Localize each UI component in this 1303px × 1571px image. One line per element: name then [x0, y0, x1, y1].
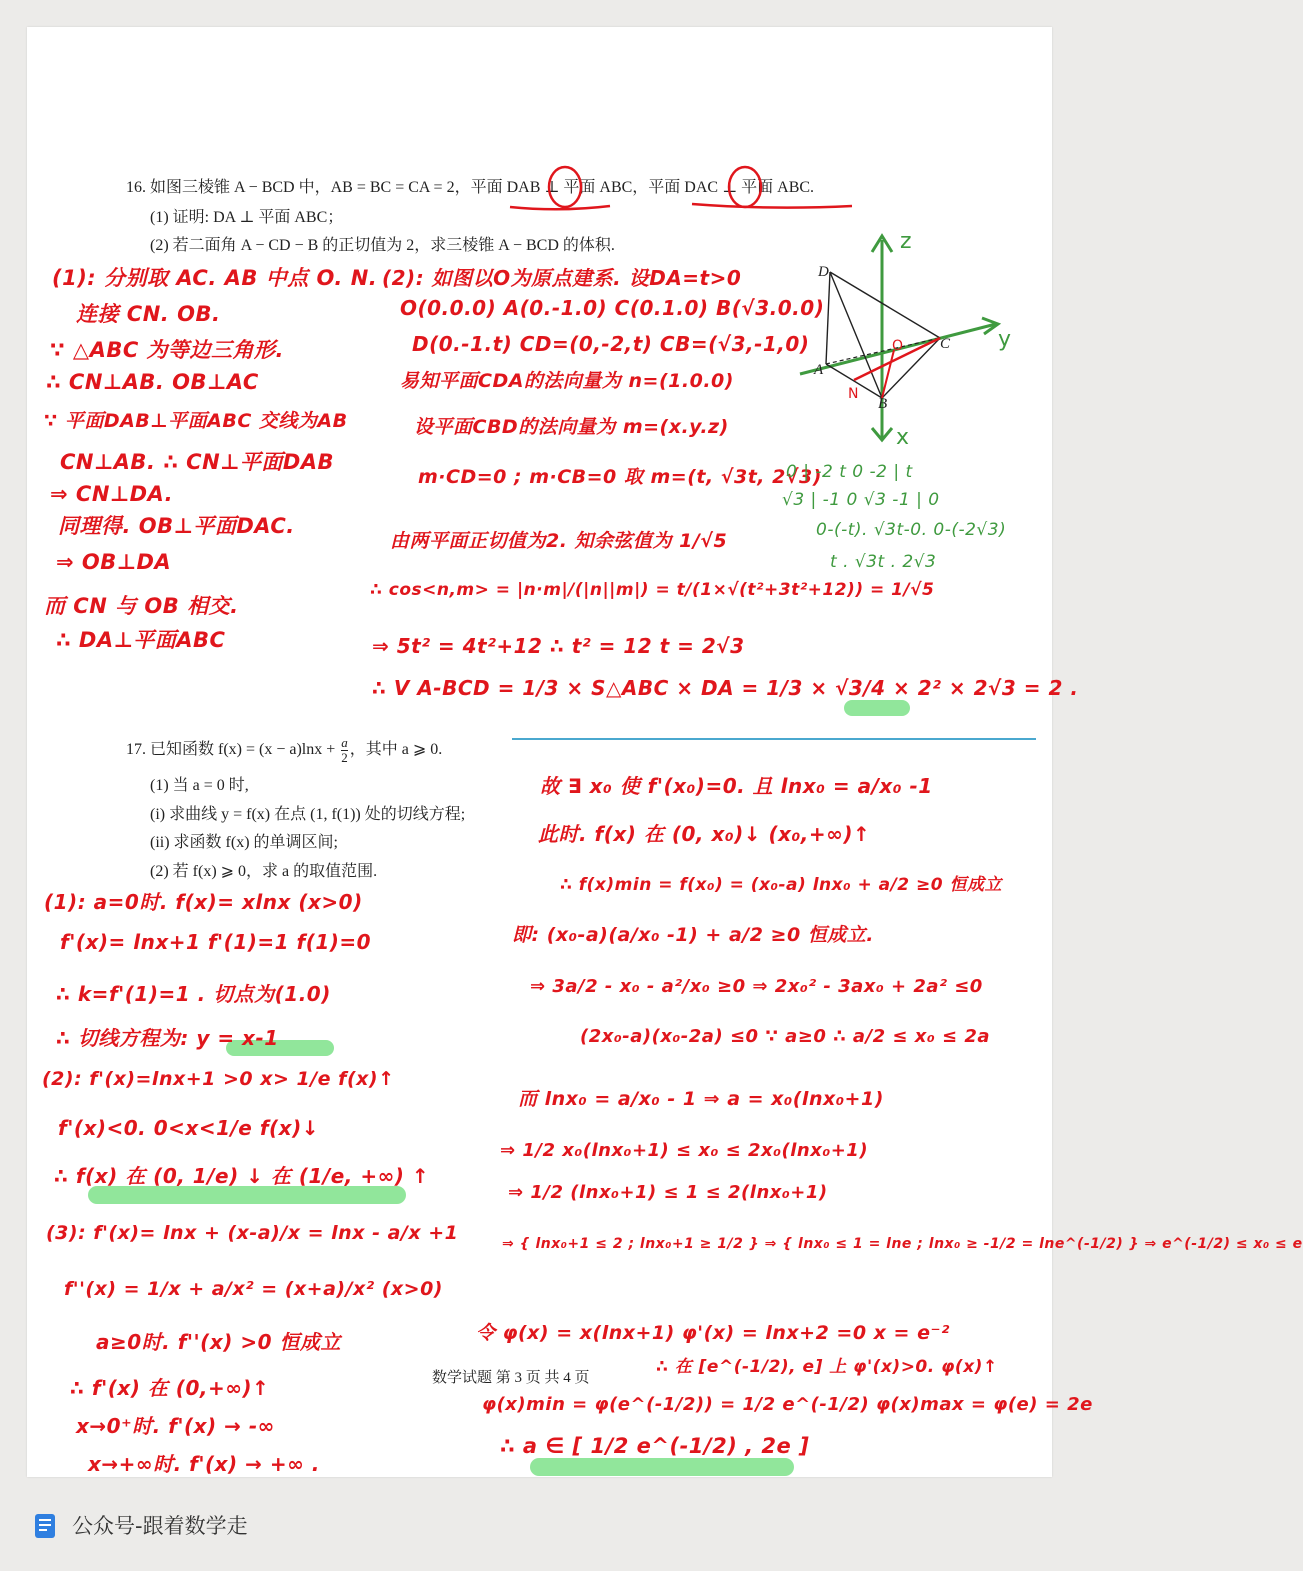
q16-left-line: (1): 分别取 AC. AB 中点 O. N. [52, 266, 378, 290]
vertex-label-B: B [878, 396, 888, 412]
q17-right-line: (2x₀-a)(x₀-2a) ≤0 ∵ a≥0 ∴ a/2 ≤ x₀ ≤ 2a [580, 1026, 991, 1047]
point-label-O: O [892, 338, 904, 354]
q16-left-line: 连接 CN. OB. [76, 302, 221, 326]
q17-left-line: (2): f'(x)=lnx+1 >0 x> 1/e f(x)↑ [42, 1068, 395, 1090]
q16-right-line: ∴ V A-BCD = 1/3 × S△ABC × DA = 1/3 × √3/4 × 2² × 2√3 = 2 . [372, 676, 1079, 700]
q17-stem-text: 17. 已知函数 f(x) = (x − a)lnx + [126, 741, 340, 759]
q17-right-line: 此时. f(x) 在 (0, x₀)↓ (x₀,+∞)↑ [538, 822, 871, 846]
q16-part2: (2) 若二面角 A − CD − B 的正切值为 2，求三棱锥 A − BCD 的体积. [150, 237, 615, 254]
green-line: 0-(-t). √3t-0. 0-(-2√3) [816, 520, 1007, 540]
q17-part1i: (i) 求曲线 y = f(x) 在点 (1, f(1)) 处的切线方程; [150, 806, 466, 823]
q17-right-line: φ(x)min = φ(e^(-1/2)) = 1/2 e^(-1/2) φ(x)max = φ(e) = 2e [482, 1394, 1093, 1415]
q16-left-line: ∵ 平面DAB⊥平面ABC 交线为AB [44, 410, 348, 432]
q16-left-line: 而 CN 与 OB 相交. [44, 594, 239, 618]
account-name[interactable]: 公众号-跟着数学走 [72, 1514, 248, 1538]
divider-line [512, 738, 1036, 740]
fraction [341, 736, 348, 765]
q17-right-line: ∴ f(x)min = f(x₀) = (x₀-a) lnx₀ + a/2 ≥0 恒成立 [560, 875, 1003, 895]
highlight [844, 700, 910, 716]
q17-left-line: (3): f'(x)= lnx + (x-a)/x = lnx - a/x +1 [46, 1222, 459, 1244]
q16-right-line: (2): 如图以O为原点建系. 设DA=t>0 [382, 266, 742, 290]
q16-stem: 16. 如图三棱锥 A − BCD 中，AB = BC = CA = 2，平面 DAB ⊥ 平面 ABC，平面 DAC ⊥ 平面 ABC. [126, 179, 815, 196]
q16-right-line: D(0.-1.t) CD=(0,-2,t) CB=(√3,-1,0) [412, 332, 810, 356]
green-line: t . √3t . 2√3 [830, 552, 937, 572]
axis-label-z: z [900, 229, 912, 254]
q17-left-line: x→0⁺时. f'(x) → -∞ [76, 1414, 275, 1438]
q17-right-line: ∴ 在 [e^(-1/2), e] 上 φ'(x)>0. φ(x)↑ [656, 1357, 998, 1377]
q16-left-line: ∴ DA⊥平面ABC [56, 628, 226, 652]
document-icon [34, 1513, 56, 1539]
vertex-label-A: A [814, 362, 824, 378]
q17-left-line: ∴ k=f'(1)=1 . 切点为(1.0) [56, 982, 331, 1006]
vertex-label-D: D [818, 264, 829, 280]
q17-left-line: (1): a=0时. f(x)= xlnx (x>0) [44, 890, 363, 914]
q17-right-line: 故 ∃ x₀ 使 f'(x₀)=0. 且 lnx₀ = a/x₀ -1 [540, 774, 933, 798]
q16-right-line: m·CD=0 ; m·CB=0 取 m=(t, √3t, 2√3) [418, 466, 822, 488]
q17-right-line: ⇒ 3a/2 - x₀ - a²/x₀ ≥0 ⇒ 2x₀² - 3ax₀ + 2a² ≤0 [530, 976, 983, 997]
highlight [530, 1458, 794, 1476]
q17-part2: (2) 若 f(x) ⩾ 0，求 a 的取值范围. [150, 863, 378, 880]
q17-right-line: ⇒ 1/2 x₀(lnx₀+1) ≤ x₀ ≤ 2x₀(lnx₀+1) [500, 1140, 869, 1161]
q17-right-line: 即: (x₀-a)(a/x₀ -1) + a/2 ≥0 恒成立. [512, 924, 875, 946]
point-label-N: N [848, 386, 859, 402]
axis-label-x: x [896, 425, 910, 450]
q17-left-line: ∴ f'(x) 在 (0,+∞)↑ [70, 1376, 270, 1400]
q17-stem [126, 736, 442, 765]
q17-right-line: ⇒ 1/2 (lnx₀+1) ≤ 1 ≤ 2(lnx₀+1) [508, 1182, 828, 1203]
q16-right-line: O(0.0.0) A(0.-1.0) C(0.1.0) B(√3.0.0) [400, 296, 825, 320]
q16-left-line: ∴ CN⊥AB. OB⊥AC [46, 370, 259, 394]
q16-right-line: ∴ cos<n,m> = |n·m|/(|n||m|) = t/(1×√(t²+3t²+12)) = 1/√5 [370, 580, 935, 600]
q17-left-line: ∴ 切线方程为: y = x-1 [56, 1026, 279, 1050]
stem-annotations [0, 0, 1080, 230]
q16-left-line: CN⊥AB. ∴ CN⊥平面DAB [60, 450, 335, 474]
q17-left-line: a≥0时. f''(x) >0 恒成立 [96, 1330, 341, 1354]
q17-part1: (1) 当 a = 0 时, [150, 777, 249, 794]
q16-part1: (1) 证明: DA ⊥ 平面 ABC； [150, 209, 344, 226]
q16-right-line: ⇒ 5t² = 4t²+12 ∴ t² = 12 t = 2√3 [372, 634, 745, 658]
q16-left-line: 同理得. OB⊥平面DAC. [58, 514, 295, 538]
axis-label-y: y [998, 327, 1012, 352]
q16-right-line: 由两平面正切值为2. 知余弦值为 1/√5 [390, 530, 728, 552]
q16-left-line: ⇒ CN⊥DA. [50, 482, 174, 506]
page-number: 数学试题 第 3 页 共 4 页 [432, 1370, 590, 1386]
q16-right-line: 易知平面CDA的法向量为 n=(1.0.0) [400, 370, 734, 392]
q16-left-line: ∵ △ABC 为等边三角形. [50, 338, 285, 362]
green-line: 0 | -2 t 0 -2 | t [786, 462, 913, 482]
q17-right-line: 而 lnx₀ = a/x₀ - 1 ⇒ a = x₀(lnx₀+1) [518, 1088, 884, 1110]
q17-left-line: f''(x) = 1/x + a/x² = (x+a)/x² (x>0) [64, 1278, 443, 1300]
q17-left-line: f'(x)= lnx+1 f'(1)=1 f(1)=0 [60, 930, 372, 954]
pyramid-figure [800, 222, 1040, 452]
q17-left-line: f'(x)<0. 0<x<1/e f(x)↓ [58, 1116, 319, 1140]
q17-left-line: x→+∞时. f'(x) → +∞ . [88, 1452, 320, 1476]
q17-left-line: ∴ f(x) 在 (0, 1/e) ↓ 在 (1/e, +∞) ↑ [54, 1164, 430, 1188]
q16-right-line: 设平面CBD的法向量为 m=(x.y.z) [414, 416, 729, 438]
q17-stem-tail: ，其中 a ⩾ 0. [349, 741, 443, 759]
q17-part1ii: (ii) 求函数 f(x) 的单调区间; [150, 834, 338, 851]
q17-right-line: ∴ a ∈ [ 1/2 e^(-1/2) , 2e ] [500, 1434, 810, 1458]
vertex-label-C: C [940, 336, 951, 352]
fraction-denominator: 2 [341, 750, 348, 765]
q17-right-line: 令 φ(x) = x(lnx+1) φ'(x) = lnx+2 =0 x = e⁻² [476, 1322, 950, 1344]
green-line: √3 | -1 0 √3 -1 | 0 [782, 490, 940, 510]
q16-left-line: ⇒ OB⊥DA [56, 550, 172, 574]
q17-right-line: ⇒ { lnx₀+1 ≤ 2 ; lnx₀+1 ≥ 1/2 } ⇒ { lnx₀ ≤ 1 = lne ; lnx₀ ≥ -1/2 = lne^(-1/2) } ⇒ e^(-1/2) ≤ x₀ ≤ e [502, 1236, 1303, 1252]
fraction-numerator: a [341, 735, 348, 750]
